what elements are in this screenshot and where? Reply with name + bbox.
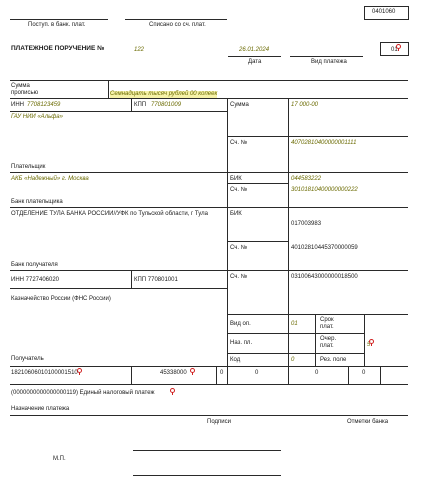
payer-sum: 17 000-00	[291, 102, 319, 108]
term-label: Срок	[320, 317, 334, 323]
tax-field-doc-number: 0	[315, 370, 319, 376]
payer-account-label: Сч. №	[230, 140, 248, 146]
order-value: 5	[367, 342, 371, 348]
rule	[108, 80, 109, 98]
payer-inn-label: ИНН	[11, 102, 24, 108]
order-marker-icon	[369, 339, 374, 344]
rule	[10, 270, 408, 271]
rule	[348, 366, 349, 384]
rule	[10, 415, 408, 416]
payer-bank-bik: 044583222	[291, 176, 322, 182]
payee-bank-account: 40102810445370000059	[291, 245, 358, 251]
tax-field-kbk: 18210606010100001510	[11, 370, 78, 376]
payee-bank-name: ОТДЕЛЕНИЕ ТУЛА БАНКА РОССИИ//УФК по Тульской области, г Тула	[11, 211, 208, 217]
rule	[10, 288, 227, 289]
rule	[10, 111, 227, 112]
reserve-label: Рез. поле	[320, 357, 347, 363]
page-title: ПЛАТЕЖНОЕ ПОРУЧЕНИЕ №	[11, 45, 105, 52]
status-code: 01	[391, 47, 398, 53]
payer-bank-bik-label: БИК	[230, 176, 242, 182]
payee-name: Казначейство России (ФНС России)	[11, 296, 111, 302]
payer-inn: 7708123459	[27, 102, 61, 108]
rule	[10, 384, 408, 385]
payer-account: 40702810400000001111	[291, 140, 357, 146]
payee-kpp: КПП 770801001	[134, 277, 178, 283]
debited-label: Списано со сч. плат.	[149, 22, 206, 28]
stamp-label: М.П.	[53, 456, 66, 462]
term-label-2: плат.	[320, 324, 334, 330]
rule	[10, 172, 408, 173]
amount-words: Семнадцать тысяч рублей 00 копеек	[110, 91, 218, 97]
rule	[227, 366, 228, 384]
order-number: 122	[134, 47, 145, 53]
signature-line-1	[133, 450, 281, 451]
payer-bank-account: 30101810400000000222	[291, 187, 358, 193]
payee-bank-account-label: Сч. №	[230, 245, 248, 251]
payment-type-label: Вид платежа	[311, 59, 347, 65]
received-label: Поступ. в банк. плат.	[28, 22, 86, 28]
tax-field-oktmo: 45338000	[160, 370, 187, 376]
rule	[227, 333, 364, 334]
received-line	[10, 19, 108, 20]
purpose-code-label: Наз. пл.	[230, 340, 253, 346]
payee-inn: ИНН 7727406020	[11, 277, 60, 283]
payer-sum-label: Сумма	[230, 102, 249, 108]
rule	[288, 366, 289, 384]
order-label: Очер.	[320, 336, 337, 342]
date-label: Дата	[248, 59, 262, 65]
tax-field-period: 0	[255, 370, 259, 376]
rule	[227, 353, 364, 354]
rule	[10, 80, 408, 81]
tax-field-doc-date: 0	[362, 370, 366, 376]
op-type-label: Вид оп.	[230, 321, 251, 327]
code-value: 0	[291, 357, 295, 363]
debited-line	[125, 19, 227, 20]
oktmo-marker-icon	[190, 368, 195, 373]
kbk-marker-icon	[77, 368, 82, 373]
tax-field-basis: 0	[220, 370, 224, 376]
rule	[216, 366, 217, 384]
rule	[227, 183, 288, 184]
order-label-2: плат.	[320, 343, 334, 349]
payee-bank-bik: 017003983	[291, 221, 322, 227]
payer-name: ГАУ НИИ «Альфа»	[11, 114, 63, 120]
rule	[131, 98, 132, 111]
rule	[131, 366, 132, 384]
status-marker-icon	[396, 44, 401, 49]
payee-account-label: Сч. №	[230, 274, 248, 280]
bank-marks-label: Отметки банка	[347, 419, 389, 425]
rule	[288, 98, 289, 366]
rule	[227, 241, 288, 242]
payee-bank-role-label: Банк получателя	[11, 262, 58, 268]
payer-kpp-label: КПП	[134, 102, 147, 108]
payer-bank-name: АКБ «Надежный» г. Москва	[11, 176, 89, 182]
order-date: 26.01.2024	[239, 47, 270, 53]
payer-bank-role-label: Банк плательщика	[11, 199, 63, 205]
payer-bank-account-label: Сч. №	[230, 187, 248, 193]
form-code: 0401060	[372, 9, 396, 15]
amount-words-label: Сумма	[11, 83, 30, 89]
code-label: Код	[230, 357, 241, 363]
payer-role-label: Плательщик	[11, 164, 46, 170]
rule	[227, 136, 408, 137]
signatures-label: Подписи	[207, 419, 231, 425]
purpose-label: Назначение платежа	[11, 406, 70, 412]
purpose-marker-icon	[170, 388, 175, 393]
rule	[131, 270, 132, 288]
payment-purpose: (0000000000000000119) Единый налоговый платеж	[11, 390, 155, 396]
payee-account: 03100643000000018500	[291, 274, 358, 280]
rule	[380, 366, 381, 384]
payee-bank-bik-label: БИК	[230, 211, 242, 217]
rule	[10, 98, 408, 99]
amount-words-label-2: прописью	[11, 90, 39, 96]
payee-role-label: Получатель	[11, 356, 44, 362]
op-type: 01	[291, 321, 298, 327]
rule	[10, 207, 408, 208]
date-line	[228, 56, 281, 57]
rule	[227, 314, 408, 315]
rule	[315, 314, 316, 366]
rule	[227, 98, 228, 366]
payer-kpp: 770801009	[151, 102, 182, 108]
rule	[364, 314, 365, 366]
payment-type-line	[290, 56, 363, 57]
signature-line-2	[133, 475, 281, 476]
